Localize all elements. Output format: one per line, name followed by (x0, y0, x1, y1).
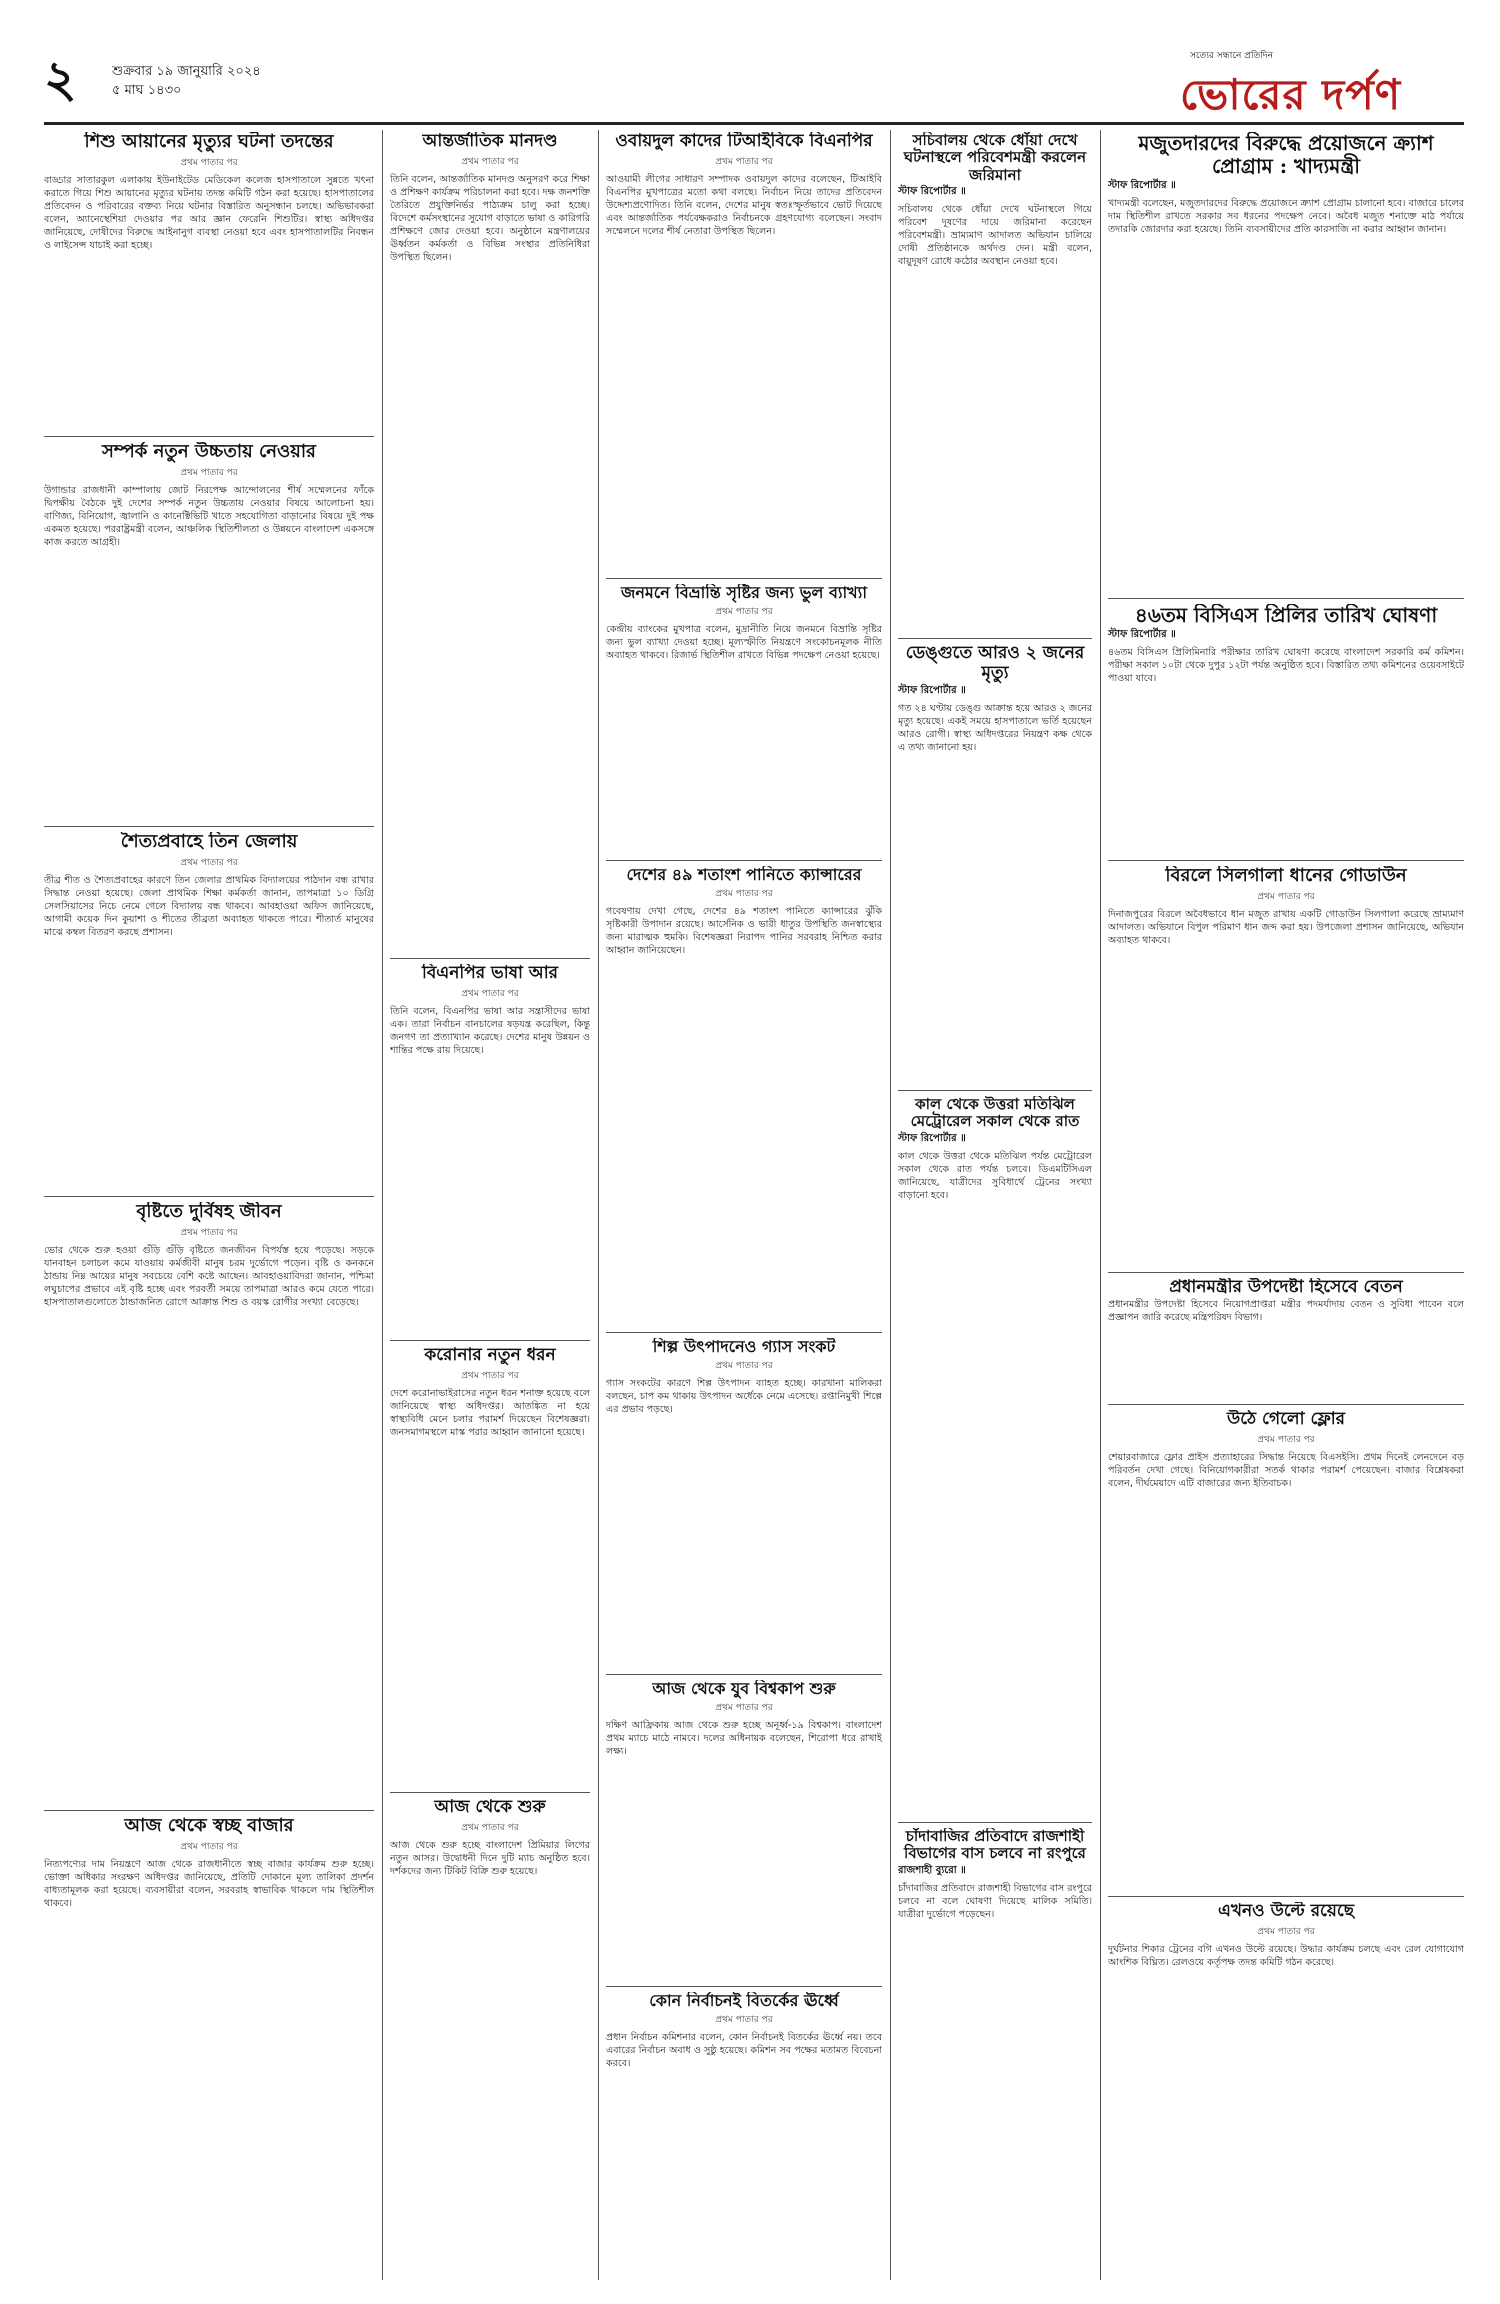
kicker: প্রথম পাতার পর (461, 156, 519, 167)
headline: আজ থেকে যুব বিশ্বকাপ শুরু (652, 1680, 836, 1698)
byline: রাজশাহী ব্যুরো ॥ (898, 1864, 966, 1876)
kicker: প্রথম পাতার পর (1257, 1926, 1315, 1937)
story-bcs-date (1108, 604, 1464, 854)
page-number: ২ (44, 49, 77, 108)
kicker: প্রথম পাতার পর (180, 857, 238, 868)
headline: শিশু আয়ানের মৃত্যুর ঘটনা তদন্তের (84, 132, 334, 152)
story-body: কেন্দ্রীয় ব্যাংকের মুখপাত্র বলেন, মুদ্রানীতি নিয়ে জনমনে বিভ্রান্তি সৃষ্টির জন্য ভুল ব্যাখ্যা দেওয়া হচ্ছে। মূল্যস্ফীতি নিয়ন্ত্রণে সংকোচনমূলক নীতি অব্যাহত থাকবে। রিজার্ভ স্থিতিশীল রাখতে বিভিন্ন পদক্ষেপ নেওয়া হয়েছে। (606, 624, 882, 662)
story-gas-crisis (606, 1338, 882, 1668)
kicker: প্রথম পাতার পর (461, 1370, 519, 1381)
headline: প্রধানমন্ত্রীর উপদেষ্টা হিসেবে বেতন (1169, 1278, 1403, 1297)
headline: ওবায়দুল কাদের টিআইবিকে বিএনপির (615, 132, 873, 151)
byline: স্টাফ রিপোর্টার ॥ (898, 685, 966, 697)
headline: জনমনে বিভ্রান্তি সৃষ্টির জন্য ভুল ব্যাখ্যা (621, 584, 867, 602)
story-body: আওয়ামী লীগের সাধারণ সম্পাদক ওবায়দুল কাদের বলেছেন, টিআইবি বিএনপির মুখপাত্রের মতো কথা বলছে। নির্বাচন নিয়ে তাদের প্রতিবেদন উদ্দেশ্যপ্রণোদিত। তিনি বলেন, দেশের মানুষ স্বতঃস্ফূর্তভাবে ভোট দিয়েছে এবং আন্তর্জাতিক পর্যবেক্ষকরাও নির্বাচনকে গ্রহণযোগ্য বলেছেন। সংবাদ সম্মেলনে দলের শীর্ষ নেতারা উপস্থিত ছিলেন। (606, 173, 882, 237)
headline: সচিবালয় থেকে ধোঁয়া দেখে ঘটনাস্থলে পরিবেশমন্ত্রী করলেন জরিমানা (903, 132, 1087, 184)
story-body: কাল থেকে উত্তরা থেকে মতিঝিল পর্যন্ত মেট্রোরেল সকাল থেকে রাত পর্যন্ত চলবে। ডিএমটিসিএল জানিয়েছে, যাত্রীদের সুবিধার্থে ট্রেনের সংখ্যা বাড়ানো হবে। (898, 1150, 1092, 1201)
story-overturned (1108, 1902, 1464, 2276)
story-bus-strike (898, 1828, 1092, 2276)
byline: স্টাফ রিপোর্টার ॥ (1108, 180, 1176, 191)
story-body: গবেষণায় দেখা গেছে, দেশের ৪৯ শতাংশ পানিতে ক্যান্সারের ঝুঁকি সৃষ্টিকারী উপাদান রয়েছে। আর্সেনিক ও ভারী ধাতুর উপস্থিতি জনস্বাস্থ্যের জন্য মারাত্মক হুমকি। বিশেষজ্ঞরা নিরাপদ পানির সরবরাহ নিশ্চিত করার আহ্বান জানিয়েছেন। (606, 906, 882, 957)
story-sealed-godown (1108, 866, 1464, 1266)
headline: কোন নির্বাচনই বিতর্কের ঊর্ধ্বে (649, 1992, 839, 2010)
kicker: প্রথম পাতার পর (715, 156, 773, 167)
story-divider (898, 1822, 1092, 1823)
story-body: তিনি বলেন, আন্তর্জাতিক মানদণ্ড অনুসরণ করে শিক্ষা ও প্রশিক্ষণ কার্যক্রম পরিচালনা করা হবে। দক্ষ জনশক্তি তৈরিতে প্রযুক্তিনির্ভর পাঠ্যক্রম চালু করা হচ্ছে। বিদেশে কর্মসংস্থানের সুযোগ বাড়াতে ভাষা ও কারিগরি প্রশিক্ষণে জোর দেওয়া হবে। অনুষ্ঠানে মন্ত্রণালয়ের ঊর্ধ্বতন কর্মকর্তা ও বিভিন্ন সংস্থার প্রতিনিধিরা উপস্থিত ছিলেন। (390, 173, 590, 263)
story-body: দুর্ঘটনার শিকার ট্রেনের বগি এখনও উল্টে রয়েছে। উদ্ধার কার্যক্রম চলছে এবং রেল যোগাযোগ আংশিক বিঘ্নিত। রেলওয়ে কর্তৃপক্ষ তদন্ত কমিটি গঠন করেছে। (1108, 1943, 1464, 1968)
story-body: উগান্ডার রাজধানী কাম্পালায় জোট নিরপেক্ষ আন্দোলনের শীর্ষ সম্মেলনের ফাঁকে দ্বিপক্ষীয় বৈঠকে দুই দেশের সম্পর্ক নতুন উচ্চতায় নেওয়ার বিষয়ে আলোচনা হয়। বাণিজ্য, বিনিয়োগ, জ্বালানি ও কানেক্টিভিটি খাতে সহযোগিতা বাড়ানোর বিষয়ে দুই পক্ষ একমত হয়েছে। পররাষ্ট্রমন্ত্রী বলেন, আঞ্চলিক স্থিতিশীলতা ও উন্নয়নে বাংলাদেশ একসঙ্গে কাজ করতে আগ্রহী। (44, 484, 374, 548)
story-body: প্রধান নির্বাচন কমিশনার বলেন, কোন নির্বাচনই বিতর্কের ঊর্ধ্বে নয়। তবে এবারের নির্বাচন অবাধ ও সুষ্ঠু হয়েছে। কমিশন সব পক্ষের মতামত বিবেচনা করবে। (606, 2032, 882, 2070)
story-cold-wave (44, 832, 374, 1192)
story-divider (44, 436, 374, 437)
date-line-gregorian: শুক্রবার ১৯ জানুয়ারি ২০২৪ (112, 64, 261, 79)
story-body: প্রধানমন্ত্রীর উপদেষ্টা হিসেবে নিয়োগপ্রাপ্তরা মন্ত্রীর পদমর্যাদায় বেতন ও সুবিধা পাবেন বলে প্রজ্ঞাপন জারি করেছে মন্ত্রিপরিষদ বিভাগ। (1108, 1298, 1464, 1323)
byline: স্টাফ রিপোর্টার ॥ (898, 1132, 966, 1144)
headline: শৈত্যপ্রবাহে তিন জেলায় (120, 832, 298, 852)
story-divider (1108, 1404, 1464, 1405)
column-divider (598, 130, 599, 2280)
story-divider (606, 1332, 882, 1333)
byline: স্টাফ রিপোর্টার ॥ (898, 185, 966, 197)
story-market (44, 1816, 374, 2276)
column-divider (1100, 130, 1101, 2280)
kicker: প্রথম পাতার পর (715, 1361, 773, 1372)
headline: আজ থেকে শুরু (434, 1798, 546, 1817)
story-divider (606, 1986, 882, 1987)
story-body: সচিবালয় থেকে ধোঁয়া দেখে ঘটনাস্থলে গিয়ে পরিবেশ দূষণের দায়ে জরিমানা করেছেন পরিবেশমন্ত্রী। ভ্রাম্যমাণ আদালত অভিযান চালিয়ে দোষী প্রতিষ্ঠানকে অর্থদণ্ড দেন। মন্ত্রী বলেন, বায়ুদূষণ রোধে কঠোর অবস্থান নেওয়া হবে। (898, 203, 1092, 267)
newspaper-logo: ভোরের দর্পণ (1180, 70, 1402, 119)
masthead (0, 0, 1500, 140)
column-divider (382, 130, 383, 2280)
headline: উঠে গেলো ফ্লোর (1226, 1410, 1345, 1429)
story-divider (606, 1674, 882, 1675)
story-divider (1108, 1272, 1464, 1273)
story-youth-world-cup (606, 1680, 882, 1980)
kicker: প্রথম পাতার পর (715, 607, 773, 618)
story-body: আজ থেকে শুরু হচ্ছে বাংলাদেশ প্রিমিয়ার লিগের নতুন আসর। উদ্বোধনী দিনে দুটি ম্যাচ অনুষ্ঠিত হবে। দর্শকদের জন্য টিকিট বিক্রি শুরু হয়েছে। (390, 1839, 590, 1877)
headline: বিএনপির ভাষা আর (421, 964, 559, 983)
headline: ডেঙ্গুতে আরও ২ জনের মৃত্যু (905, 644, 1085, 683)
story-divider (44, 1810, 374, 1811)
story-divider (390, 1340, 590, 1341)
story-corona-variant (390, 1346, 590, 1786)
kicker: প্রথম পাতার পর (180, 157, 238, 168)
story-divider (898, 1090, 1092, 1091)
headline: এখনও উল্টে রয়েছে (1217, 1902, 1355, 1921)
logo-tagline: সত্যের সন্ধানে প্রতিদিন (1190, 51, 1273, 61)
headline: শিল্প উৎপাদনেও গ্যাস সংকট (652, 1338, 836, 1356)
story-body: গ্যাস সংকটের কারণে শিল্প উৎপাদন ব্যাহত হচ্ছে। কারখানা মালিকরা বলছেন, চাপ কম থাকায় উৎপাদন অর্ধেকে নেমে এসেছে। রপ্তানিমুখী শিল্পে এর প্রভাব পড়ছে। (606, 1378, 882, 1416)
headline: আজ থেকে স্বচ্ছ বাজার (124, 1816, 294, 1836)
kicker: প্রথম পাতার পর (715, 889, 773, 900)
headline: ৪৬তম বিসিএস প্রিলির তারিখ ঘোষণা (1134, 604, 1438, 627)
headline: চাঁদাবাজির প্রতিবাদে রাজশাহী বিভাগের বাস চলবে না রংপুরে (904, 1828, 1086, 1863)
story-relations (44, 442, 374, 822)
headline: দেশের ৪৯ শতাংশ পানিতে ক্যান্সারের (626, 866, 862, 884)
story-body: শেয়ারবাজারে ফ্লোর প্রাইস প্রত্যাহারের সিদ্ধান্ত নিয়েছে বিএসইসি। প্রথম দিনেই লেনদেনে বড় পরিবর্তন দেখা গেছে। বিনিয়োগকারীরা সতর্ক থাকার পরামর্শ পেয়েছেন। বাজার বিশ্লেষকরা বলেন, দীর্ঘমেয়াদে এটি বাজারের জন্য ইতিবাচক। (1108, 1451, 1464, 1489)
story-starts-today (390, 1798, 590, 2276)
story-body: তিনি বলেন, বিএনপির ভাষা আর সন্ত্রাসীদের ভাষা এক। তারা নির্বাচন বানচালের ষড়যন্ত্র করেছিল, কিন্তু জনগণ তা প্রত্যাখ্যান করেছে। দেশের মানুষ উন্নয়ন ও শান্তির পক্ষে রায় দিয়েছে। (390, 1005, 590, 1056)
date-line-bangla: ৫ মাঘ ১৪৩০ (112, 83, 182, 98)
story-body: ৪৬তম বিসিএস প্রিলিমিনারি পরীক্ষার তারিখ ঘোষণা করেছে বাংলাদেশ সরকারি কর্ম কমিশন। পরীক্ষা সকাল ১০টা থেকে দুপুর ১২টা পর্যন্ত অনুষ্ঠিত হবে। বিস্তারিত তথ্য কমিশনের ওয়েবসাইটে পাওয়া যাবে। (1108, 647, 1464, 684)
story-divider (606, 860, 882, 861)
kicker: প্রথম পাতার পর (1257, 891, 1315, 902)
story-pm-adviser (1108, 1278, 1464, 1398)
headline: বৃষ্টিতে দুর্বিষহ জীবন (136, 1202, 282, 1222)
headline: মজুতদারদের বিরুদ্ধে প্রয়োজনে ক্র্যাশ প্রোগ্রাম : খাদ্যমন্ত্রী (1138, 132, 1434, 178)
story-body: ভোর থেকে শুরু হওয়া গুঁড়ি গুঁড়ি বৃষ্টিতে জনজীবন বিপর্যস্ত হয়ে পড়েছে। সড়কে যানবাহন চলাচল কমে যাওয়ায় কর্মজীবী মানুষ চরম দুর্ভোগে পড়েন। বৃষ্টি ও কনকনে ঠান্ডায় নিম্ন আয়ের মানুষ সবচেয়ে বেশি কষ্টে আছেন। আবহাওয়াবিদরা জানান, পশ্চিমা লঘুচাপের প্রভাবে এই বৃষ্টি হচ্ছে এবং পরবর্তী সময়ে তাপমাত্রা আরও কমে যেতে পারে। হাসপাতালগুলোতে ঠান্ডাজনিত রোগে আক্রান্ত শিশু ও বয়স্ক রোগীর সংখ্যা বেড়েছে। (44, 1244, 374, 1308)
headline: সম্পর্ক নতুন উচ্চতায় নেওয়ার (102, 442, 316, 462)
story-secretariat-smoke (898, 132, 1092, 632)
story-body: গত ২৪ ঘণ্টায় ডেঙ্গু আক্রান্ত হয়ে আরও ২ জনের মৃত্যু হয়েছে। একই সময়ে হাসপাতালে ভর্তি হয়েছেন আরও রোগী। স্বাস্থ্য অধিদপ্তরের নিয়ন্ত্রণ কক্ষ থেকে এ তথ্য জানানো হয়। (898, 703, 1092, 754)
story-body: চাঁদাবাজির প্রতিবাদে রাজশাহী বিভাগের বাস রংপুরে চলবে না বলে ঘোষণা দিয়েছে মালিক সমিতি। যাত্রীরা দুর্ভোগে পড়েছেন। (898, 1882, 1092, 1920)
story-quader-tib (606, 132, 882, 572)
story-water-cancer (606, 866, 882, 1326)
story-body: বাড্ডার সাতারকুল এলাকায় ইউনাইটেড মেডিকেল কলেজ হাসপাতালে সুন্নতে খৎনা করাতে গিয়ে শিশু আয়ানের মৃত্যুর ঘটনায় তদন্ত কমিটি গঠন করা হয়েছে। হাসপাতালের প্রতিবেদন ও পরিবারের বক্তব্য নিয়ে ঘটনার বিস্তারিত অনুসন্ধান চলছে। অভিভাবকরা বলেন, অ্যানেস্থেশিয়া দেওয়ার পর আর জ্ঞান ফেরেনি শিশুটির। স্বাস্থ্য অধিদপ্তর জানিয়েছে, দোষীদের বিরুদ্ধে আইনানুগ ব্যবস্থা নেওয়া হবে এবং হাসপাতালটির নিবন্ধন ও লাইসেন্স যাচাই করা হচ্ছে। (44, 174, 374, 251)
kicker: প্রথম পাতার পর (715, 1703, 773, 1714)
story-international-standard (390, 132, 590, 952)
column-divider (890, 130, 891, 2280)
kicker: প্রথম পাতার পর (461, 988, 519, 999)
kicker: প্রথম পাতার পর (461, 1822, 519, 1833)
story-body: দেশে করোনাভাইরাসের নতুন ধরন শনাক্ত হয়েছে বলে জানিয়েছে স্বাস্থ্য অধিদপ্তর। আতঙ্কিত না হয়ে স্বাস্থ্যবিধি মেনে চলার পরামর্শ দিয়েছেন বিশেষজ্ঞরা। জনসমাগমস্থলে মাস্ক পরার আহ্বান জানানো হয়েছে। (390, 1387, 590, 1438)
story-floor-price (1108, 1410, 1464, 1890)
story-divider (44, 1196, 374, 1197)
story-body: দিনাজপুরের বিরলে অবৈধভাবে ধান মজুত রাখায় একটি গোডাউন সিলগালা করেছে ভ্রাম্যমাণ আদালত। অভিযানে বিপুল পরিমাণ ধান জব্দ করা হয়। উপজেলা প্রশাসন জানিয়েছে, অভিযান অব্যাহত থাকবে। (1108, 908, 1464, 946)
story-divider (898, 638, 1092, 639)
masthead-divider (44, 122, 1464, 125)
story-divider (390, 1792, 590, 1793)
byline: স্টাফ রিপোর্টার ॥ (1108, 629, 1176, 640)
story-divider (390, 958, 590, 959)
story-rain (44, 1202, 374, 1802)
story-misinterpretation (606, 584, 882, 854)
kicker: প্রথম পাতার পর (180, 1227, 238, 1238)
kicker: প্রথম পাতার পর (180, 467, 238, 478)
kicker: প্রথম পাতার পর (715, 2015, 773, 2026)
story-divider (1108, 860, 1464, 861)
kicker: প্রথম পাতার পর (1257, 1434, 1315, 1445)
story-bnp-language (390, 964, 590, 1334)
headline: করোনার নতুন ধরন (424, 1346, 556, 1365)
story-divider (44, 826, 374, 827)
kicker: প্রথম পাতার পর (180, 1841, 238, 1852)
story-food-minister (1108, 132, 1464, 592)
story-dengue (898, 644, 1092, 1084)
story-divider (1108, 598, 1464, 599)
date-block (112, 62, 261, 100)
story-body: নিত্যপণ্যের দাম নিয়ন্ত্রণে আজ থেকে রাজধানীতে স্বচ্ছ বাজার কার্যক্রম শুরু হচ্ছে। ভোক্তা অধিকার সংরক্ষণ অধিদপ্তর জানিয়েছে, প্রতিটি দোকানে মূল্য তালিকা প্রদর্শন বাধ্যতামূলক করা হয়েছে। ব্যবসায়ীরা বলেন, সরবরাহ স্বাভাবিক থাকলে দাম স্থিতিশীল থাকবে। (44, 1858, 374, 1909)
story-body: খাদ্যমন্ত্রী বলেছেন, মজুতদারদের বিরুদ্ধে প্রয়োজনে ক্র্যাশ প্রোগ্রাম চালানো হবে। বাজারে চালের দাম স্থিতিশীল রাখতে সরকার সব ধরনের পদক্ষেপ নেবে। অবৈধ মজুত শনাক্তে মাঠ পর্যায়ে তদারকি জোরদার করা হয়েছে। তিনি ব্যবসায়ীদের প্রতি কারসাজি না করার আহ্বান জানান। (1108, 198, 1464, 235)
headline: কাল থেকে উত্তরা মতিঝিল মেট্রোরেল সকাল থেকে রাত (910, 1096, 1080, 1131)
story-divider (606, 578, 882, 579)
story-election-controversy (606, 1992, 882, 2276)
story-body: তীব্র শীত ও শৈত্যপ্রবাহের কারণে তিন জেলার প্রাথমিক বিদ্যালয়ের পাঠদান বন্ধ রাখার সিদ্ধান্ত নেওয়া হয়েছে। জেলা প্রাথমিক শিক্ষা কর্মকর্তা জানান, তাপমাত্রা ১০ ডিগ্রি সেলসিয়াসের নিচে নেমে গেলে বিদ্যালয় বন্ধ থাকবে। আবহাওয়া অফিস জানিয়েছে, আগামী কয়েক দিন কুয়াশা ও শীতের তীব্রতা অব্যাহত থাকতে পারে। শীতার্ত মানুষের মাঝে কম্বল বিতরণ করছে প্রশাসন। (44, 874, 374, 938)
story-divider (1108, 1896, 1464, 1897)
story-metro-rail (898, 1096, 1092, 1816)
story-body: দক্ষিণ আফ্রিকায় আজ থেকে শুরু হচ্ছে অনূর্ধ্ব-১৯ বিশ্বকাপ। বাংলাদেশ প্রথম ম্যাচে মাঠে নামবে। দলের অধিনায়ক বলেছেন, শিরোপা ধরে রাখাই লক্ষ্য। (606, 1720, 882, 1758)
headline: বিরলে সিলগালা ধানের গোডাউন (1165, 866, 1407, 886)
headline: আন্তর্জাতিক মানদণ্ড (422, 132, 558, 151)
story-aayan-death (44, 132, 374, 432)
